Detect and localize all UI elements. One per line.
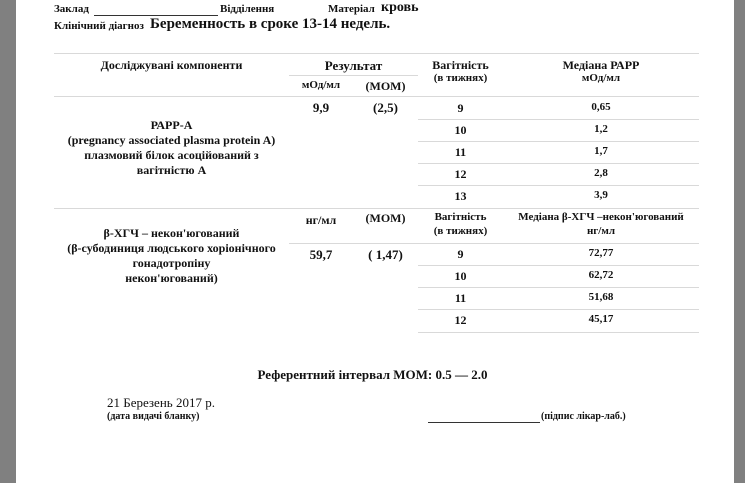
hcg-median: 51,68 xyxy=(588,291,614,303)
papp-median: 1,7 xyxy=(594,145,608,157)
papp-median: 0,65 xyxy=(591,101,611,113)
header-components: Досліджувані компоненти xyxy=(100,58,243,72)
hcg-subheader-rule xyxy=(289,243,699,244)
header-median-unit: мОд/мл xyxy=(581,72,621,84)
issue-date-caption: (дата видачі бланку) xyxy=(107,411,200,422)
material-value: кровь xyxy=(381,0,419,15)
hcg-mom-header: (МОМ) xyxy=(365,211,406,225)
hcg-median: 72,77 xyxy=(588,247,614,259)
hcg-name-line2: (β-субодиниця людського хоріонічного xyxy=(67,241,276,255)
papp-row-rule xyxy=(418,141,699,142)
papp-row-rule xyxy=(418,163,699,164)
papp-name-line2: (pregnancy associated plasma protein A) xyxy=(67,133,276,147)
reference-interval: Референтний інтервал МОМ: 0.5 — 2.0 xyxy=(257,367,488,382)
papp-name-line4: вагітністю А xyxy=(136,163,207,177)
section-rule xyxy=(54,208,699,209)
result-subheader-rule xyxy=(289,75,418,76)
papp-median: 3,9 xyxy=(594,189,608,201)
hcg-median: 62,72 xyxy=(588,269,614,281)
hcg-week: 10 xyxy=(454,269,467,283)
hcg-row-rule xyxy=(418,265,699,266)
hcg-week: 9 xyxy=(457,247,464,261)
header-result: Результат xyxy=(324,58,383,73)
department-label: Відділення xyxy=(220,3,275,15)
hcg-name-line4: некон'югований) xyxy=(125,271,218,285)
signature-caption: (підпис лікар-лаб.) xyxy=(541,411,626,422)
hcg-result-value: 59,7 xyxy=(309,247,333,262)
papp-median: 1,2 xyxy=(594,123,608,135)
papp-median: 2,8 xyxy=(594,167,608,179)
material-label: Матеріал xyxy=(328,3,375,15)
papp-result-value: 9,9 xyxy=(312,100,330,115)
hcg-weeks-header: Вагітність xyxy=(434,211,487,223)
hcg-component-name xyxy=(54,226,289,286)
header-bottom-rule xyxy=(54,96,699,97)
institution-label: Заклад xyxy=(54,3,89,15)
diagnosis-value: Беременность в сроке 13-14 недель. xyxy=(150,16,391,32)
hcg-mom-value: ( 1,47) xyxy=(368,247,403,262)
header-result-unit: мОд/мл xyxy=(301,79,341,91)
hcg-name-line1: β-ХГЧ – некон'югований xyxy=(103,226,240,240)
header-weeks-sub: (в тижнях) xyxy=(433,72,488,84)
papp-week: 10 xyxy=(454,123,467,137)
hcg-name-line3: гонадотропіну xyxy=(132,256,211,270)
hcg-median-header: Медіана β-ХГЧ –некон'югований xyxy=(518,211,684,223)
hcg-week: 11 xyxy=(454,291,467,305)
hcg-row-rule xyxy=(418,309,699,310)
institution-field xyxy=(94,3,218,16)
signature-field xyxy=(428,411,540,423)
issue-date: 21 Березень 2017 р. xyxy=(107,395,215,410)
papp-component-name xyxy=(54,118,289,178)
viewer-left-margin xyxy=(0,0,16,483)
papp-row-rule xyxy=(418,119,699,120)
papp-name-line3: плазмовий білок асоційований з xyxy=(84,148,259,162)
papp-name-line1: РАРР-А xyxy=(150,118,193,132)
papp-week: 13 xyxy=(454,189,467,203)
papp-mom-value: (2,5) xyxy=(373,100,398,115)
hcg-row-rule xyxy=(418,332,699,333)
hcg-week: 12 xyxy=(454,313,467,327)
papp-row-rule xyxy=(418,185,699,186)
papp-week: 12 xyxy=(454,167,467,181)
hcg-median-unit: нг/мл xyxy=(586,225,616,237)
papp-week: 9 xyxy=(457,101,464,115)
hcg-row-rule xyxy=(418,287,699,288)
header-result-mom: (МОМ) xyxy=(365,79,406,93)
papp-week: 11 xyxy=(454,145,467,159)
hcg-weeks-sub: (в тижнях) xyxy=(433,225,488,237)
table-top-rule xyxy=(54,53,699,54)
diagnosis-label: Клінічний діагноз xyxy=(54,20,144,32)
header-median: Медіана РАРР xyxy=(562,58,640,72)
hcg-unit-header: нг/мл xyxy=(305,213,337,227)
hcg-median: 45,17 xyxy=(588,313,614,325)
header-weeks: Вагітність xyxy=(432,58,489,72)
viewer-right-margin xyxy=(734,0,745,483)
